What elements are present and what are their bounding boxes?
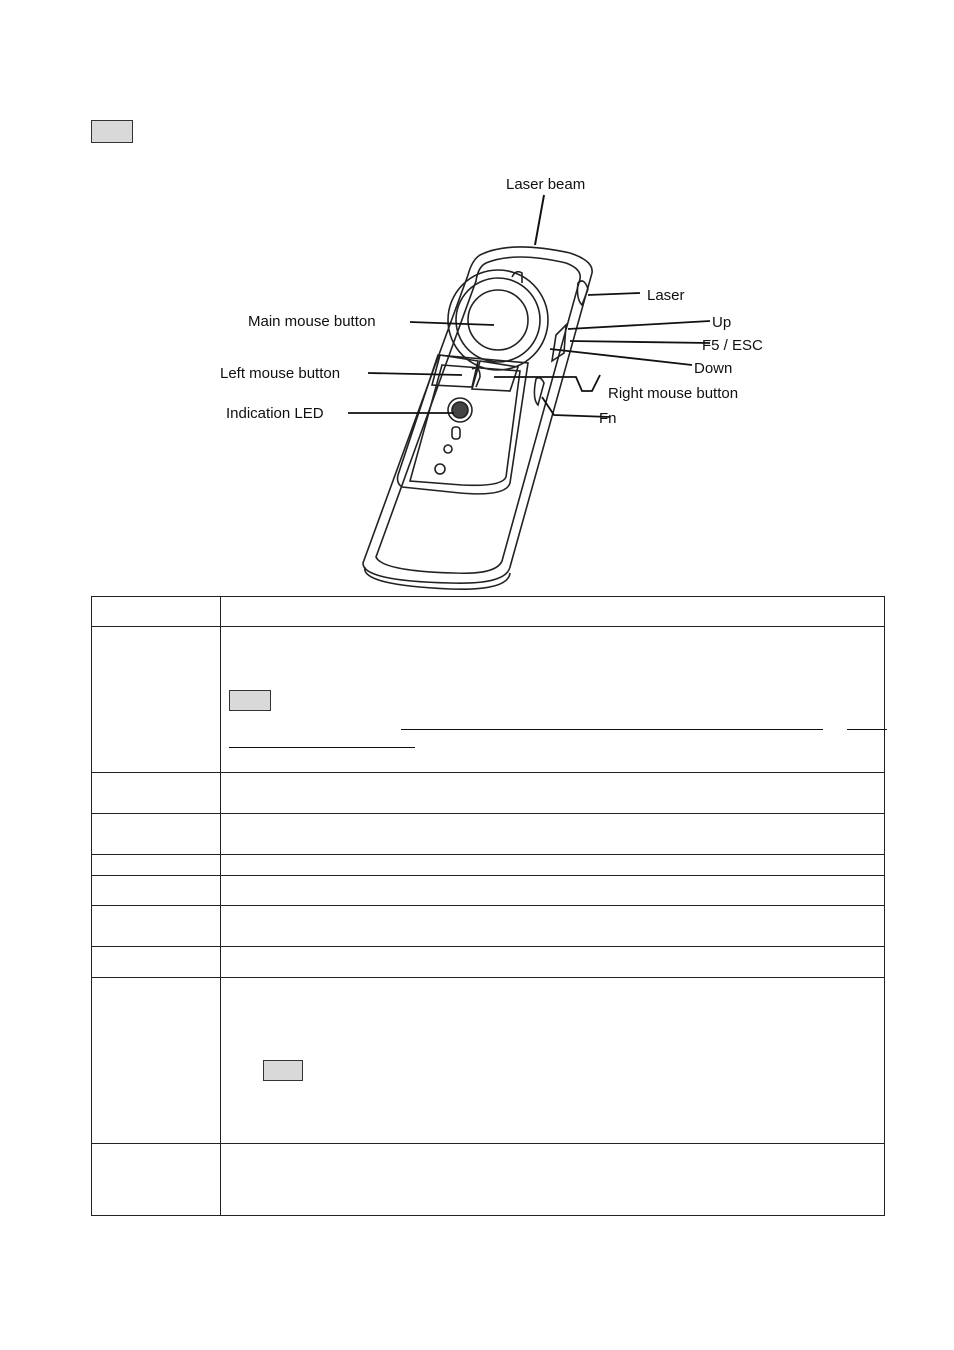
note-marker [263,1060,303,1081]
table-cell [92,814,221,855]
table-row [92,597,885,627]
table-cell [92,773,221,814]
note-marker [229,690,271,711]
table-cell [92,978,221,1144]
label-left-mouse-button: Left mouse button [220,365,341,382]
underline [847,729,887,730]
table-row [92,627,885,773]
label-main-mouse-button: Main mouse button [248,313,376,330]
label-laser-beam: Laser beam [506,176,586,193]
table-cell [221,597,885,627]
table-row [92,1144,885,1216]
table-cell [221,773,885,814]
table-row [92,978,885,1144]
table-cell [221,627,885,773]
table-cell [92,906,221,947]
table-cell [92,1144,221,1216]
table-cell [92,876,221,906]
table-cell [92,947,221,978]
table-row [92,855,885,876]
label-laser: Laser [647,287,685,304]
table-row [92,773,885,814]
underline [229,747,415,748]
table-row [92,947,885,978]
table-cell [221,814,885,855]
table-row [92,906,885,947]
label-down: Down [694,360,733,377]
table-cell [221,876,885,906]
label-f5-esc: F5 / ESC [702,337,763,354]
table-cell [221,1144,885,1216]
label-up: Up [712,314,732,331]
label-indication-led: Indication LED [226,405,324,422]
table-cell [92,855,221,876]
label-right-mouse-button: Right mouse button [608,385,739,402]
label-fn: Fn [599,410,617,427]
spec-table [91,596,885,1216]
remote-body [363,247,592,589]
table-cell [92,627,221,773]
table-cell [221,855,885,876]
presenter-remote-diagram [210,165,790,595]
table-cell [92,597,221,627]
table-row [92,814,885,855]
table-row [92,876,885,906]
underline [401,729,823,730]
table-cell [221,947,885,978]
table-cell [221,978,885,1144]
note-marker-top [91,120,133,143]
table-cell [221,906,885,947]
